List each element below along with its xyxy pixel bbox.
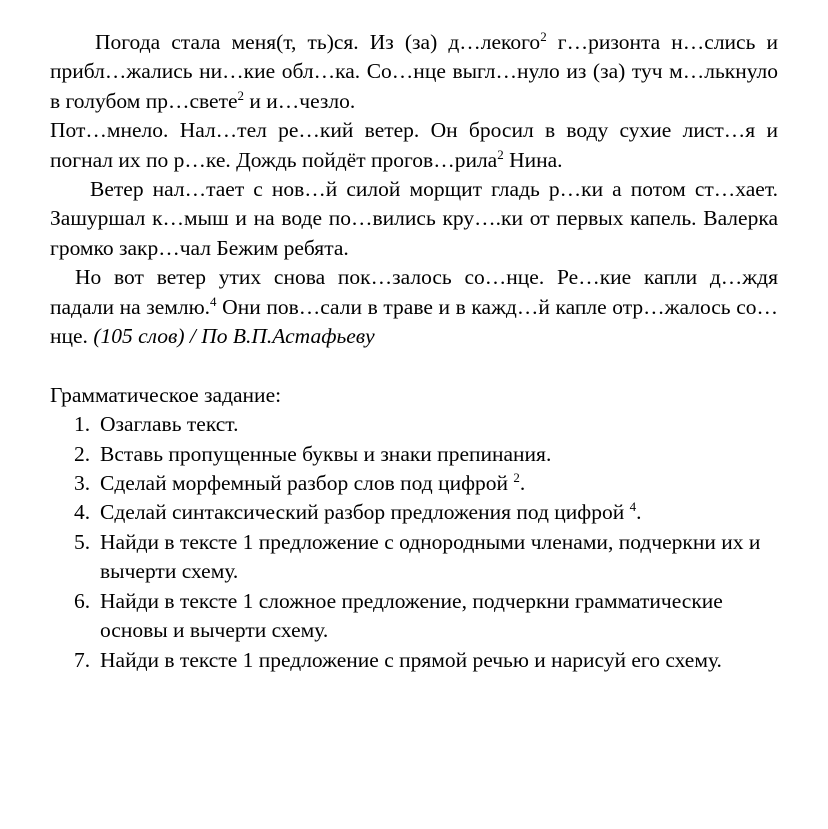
footnote-marker: 2 — [513, 470, 520, 486]
footnote-marker: 2 — [237, 87, 245, 103]
task-item — [74, 587, 778, 646]
task-number: 1. — [74, 412, 91, 437]
task-text — [100, 528, 778, 587]
task-text — [100, 469, 778, 498]
task-text-content: Найди в тексте 1 сложное предложение, подчеркни грамматические основы и вычерти схему. — [100, 588, 723, 643]
paragraph-text: Ветер нал…тает с нов…й силой морщит гладь р…ки а потом ст…хает. Зашуршал к…мыш и на воде по…вились кру….ки от первых капель. Валерка громко закр…чал Бежим ребята. — [50, 177, 778, 260]
task-text-content: Найди в тексте 1 предложение с однородными членами, подчеркни их и вычерти схему. — [100, 529, 761, 584]
task-text-content: Найди в тексте 1 предложение с прямой речью и нарисуй его схему. — [100, 647, 722, 672]
text-paragraph-3 — [50, 175, 778, 263]
footnote-marker: 2 — [540, 29, 547, 44]
text-paragraph-2 — [50, 116, 778, 175]
task-item — [74, 469, 778, 498]
task-text — [100, 440, 778, 469]
task-list — [50, 410, 778, 675]
task-number: 5. — [74, 529, 91, 554]
task-number: 4. — [74, 500, 91, 525]
task-number: 3. — [74, 471, 91, 496]
paragraph-text: Нина. — [503, 147, 563, 172]
paragraph-text: Пот…мнело. Нал…тел ре…кий ветер. Он бросил в воду сухие лист…я и погнал их по р…ке. Дождь пойдёт прогов…рила — [50, 118, 778, 172]
paragraph-text: и и…чезло. — [244, 88, 356, 113]
task-text-tail: . — [519, 471, 526, 496]
footnote-marker: 4 — [210, 293, 217, 309]
footnote-marker: 4 — [629, 499, 637, 515]
task-text-content: Сделай синтаксический разбор предложения под цифрой — [100, 500, 630, 525]
task-text — [100, 646, 778, 675]
task-number: 7. — [74, 647, 91, 672]
text-paragraph-1 — [50, 28, 778, 116]
task-item — [74, 646, 778, 675]
paragraph-text: Они пов…сали в траве и в кажд…й капле отр…жалось со…нце. — [50, 294, 778, 349]
task-title: Грамматическое задание: — [50, 382, 282, 407]
task-text — [100, 587, 778, 646]
paragraph-text: г…ризонта н…слись и прибл…жались ни…кие обл…ка. Со…нце выгл…нуло из (за) туч м…лькнуло в голубом пр…свете — [50, 30, 778, 113]
paragraph-text: Но вот ветер утих снова пок…залось со…нце. Ре…кие капли д…ждя падали на землю. — [50, 265, 778, 319]
task-text-content: Сделай морфемный разбор слов под цифрой — [100, 471, 514, 496]
task-number: 6. — [74, 588, 91, 613]
task-item — [74, 440, 778, 469]
text-paragraph-4 — [50, 263, 778, 351]
task-text-tail: . — [636, 500, 642, 525]
task-text — [100, 410, 778, 439]
task-number: 2. — [74, 441, 91, 466]
task-text-content: Вставь пропущенные буквы и знаки препинания. — [100, 441, 552, 466]
task-text-content: Озаглавь текст. — [100, 412, 239, 437]
source-citation: (105 слов) / По В.П.Астафьеву — [93, 324, 375, 349]
task-item — [74, 528, 778, 587]
task-item — [74, 410, 778, 439]
document-page — [50, 28, 778, 675]
paragraph-text: Погода стала меня(т, ть)ся. Из (за) д…лекого — [95, 30, 541, 54]
footnote-marker: 2 — [497, 146, 504, 162]
task-text — [100, 498, 778, 527]
task-item — [74, 498, 778, 527]
